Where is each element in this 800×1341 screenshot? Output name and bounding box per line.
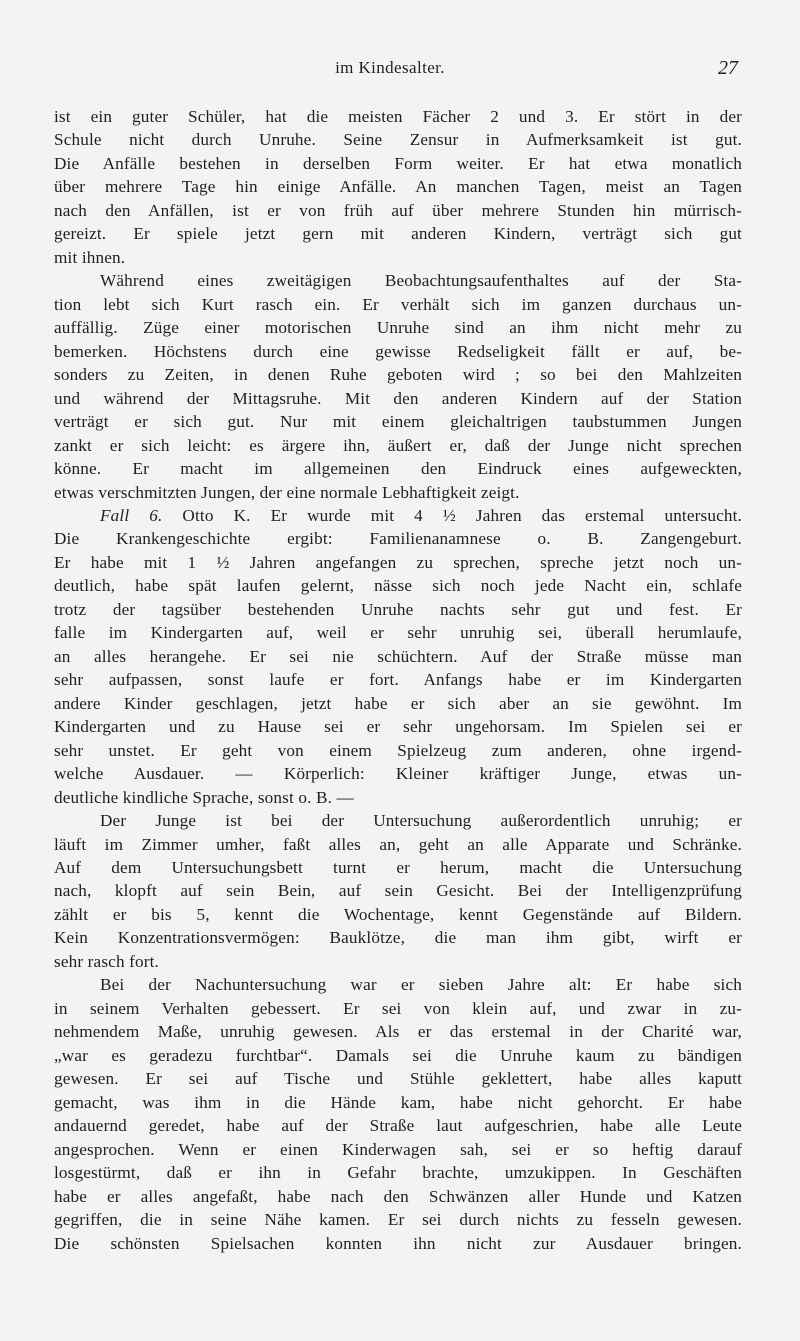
text-line — [54, 621, 742, 644]
running-title: im Kindesalter. — [335, 58, 445, 77]
text-line-content: bemerken. Höchstens durch eine gewisse Redseligkeit fällt er auf, be- — [54, 341, 742, 361]
text-line — [54, 387, 742, 410]
text-line-content: Die Anfälle bestehen in derselben Form weiter. Er hat etwa monatlich — [54, 153, 742, 173]
text-line-content: andere Kinder geschlagen, jetzt habe er sich aber an sie gewöhnt. Im — [54, 693, 742, 713]
text-line-content: tion lebt sich Kurt rasch ein. Er verhält sich im ganzen durchaus un- — [54, 294, 742, 314]
text-line — [54, 1044, 742, 1067]
text-line — [54, 598, 742, 621]
text-line-content: sehr unstet. Er geht von einem Spielzeug zum anderen, ohne irgend- — [54, 740, 742, 760]
text-line-content: nehmendem Maße, unruhig gewesen. Als er das erstemal in der Charité war, — [54, 1022, 742, 1042]
text-line-content: habe er alles angefaßt, habe nach den Schwänzen aller Hunde und Katzen — [54, 1186, 742, 1206]
text-line — [54, 434, 742, 457]
text-line-content: Bei der Nachuntersuchung war er sieben Jahre alt: Er habe sich — [100, 975, 742, 995]
running-head — [0, 58, 800, 84]
text-line-content: zählt er bis 5, kennt die Wochentage, kennt Gegenstände auf Bildern. — [54, 904, 742, 924]
text-line-content: auffällig. Züge einer motorischen Unruhe sind an ihm nicht mehr zu — [54, 318, 742, 338]
text-line — [54, 739, 742, 762]
text-line — [54, 246, 742, 269]
text-line-content: losgestürmt, daß er ihn in Gefahr brachte, umzukippen. In Geschäften — [54, 1163, 742, 1183]
text-line-content: Er habe mit 1 ½ Jahren angefangen zu sprechen, spreche jetzt noch un- — [54, 552, 742, 572]
text-line — [54, 504, 742, 527]
text-line-content: nach, klopft auf sein Bein, auf sein Gesicht. Bei der Intelligenzprüfung — [54, 881, 742, 901]
text-line-content: etwas verschmitzten Jungen, der eine normale Lebhaftigkeit zeigt. — [54, 482, 520, 502]
text-line-content: sehr aufpassen, sonst laufe er fort. Anfangs habe er im Kindergarten — [54, 670, 742, 690]
text-line — [54, 152, 742, 175]
text-line-content: Während eines zweitägigen Beobachtungsaufenthaltes auf der Sta- — [100, 271, 742, 291]
text-line-content: Kindergarten und zu Hause sei er sehr ungehorsam. Im Spielen sei er — [54, 717, 742, 737]
text-line — [54, 1067, 742, 1090]
text-line — [54, 457, 742, 480]
text-line-content: Schule nicht durch Unruhe. Seine Zensur in Aufmerksamkeit ist gut. — [54, 130, 742, 150]
text-line — [54, 1161, 742, 1184]
case-label: Fall 6. — [100, 505, 163, 525]
text-line-content: Auf dem Untersuchungsbett turnt er herum, macht die Untersuchung — [54, 858, 742, 877]
text-line-content: zankt er sich leicht: es ärgere ihn, äußert er, daß der Junge nicht sprechen — [54, 435, 742, 455]
text-line — [54, 692, 742, 715]
text-line-content: welche Ausdauer. — Körperlich: Kleiner kräftiger Junge, etwas un- — [54, 764, 742, 784]
text-line — [54, 1185, 742, 1208]
text-line-content: andauernd geredet, habe auf der Straße laut aufgeschrien, habe alle Leute — [54, 1116, 742, 1136]
text-line-content: nach den Anfällen, ist er von früh auf über mehrere Stunden hin mürrisch- — [54, 200, 742, 220]
page-number: 27 — [718, 57, 738, 79]
text-line — [54, 1020, 742, 1043]
text-line-content: Der Junge ist bei der Untersuchung außerordentlich unruhig; er — [100, 811, 742, 831]
text-line-content: ist ein guter Schüler, hat die meisten Fächer 2 und 3. Er stört in der — [54, 107, 742, 126]
text-line — [54, 809, 742, 832]
text-line — [54, 1232, 742, 1255]
text-line — [54, 199, 742, 222]
body-text — [54, 105, 742, 1255]
text-line-content: an alles herangehe. Er sei nie schüchtern. Auf der Straße müsse man — [54, 646, 742, 666]
text-line — [54, 1208, 742, 1231]
text-line-content: trotz der tagsüber bestehenden Unruhe nachts sehr gut und fest. Er — [54, 599, 742, 619]
text-line-content: sonders zu Zeiten, in denen Ruhe geboten wird ; so bei den Mahlzeiten — [54, 365, 742, 385]
text-line — [54, 715, 742, 738]
text-line — [54, 269, 742, 292]
text-line-content: und während der Mittagsruhe. Mit den anderen Kindern auf der Station — [54, 388, 742, 408]
text-line-content: deutlich, habe spät laufen gelernt, nässe sich noch jede Nacht ein, schlafe — [54, 576, 742, 596]
text-line-content: Die schönsten Spielsachen konnten ihn nicht zur Ausdauer bringen. — [54, 1233, 742, 1253]
text-line — [54, 222, 742, 245]
text-line — [54, 105, 742, 128]
text-line — [54, 410, 742, 433]
text-line-content: in seinem Verhalten gebessert. Er sei von klein auf, und zwar in zu- — [54, 998, 742, 1018]
text-line-content: gemacht, was ihm in die Hände kam, habe nicht gehorcht. Er habe — [54, 1092, 742, 1112]
text-line — [54, 527, 742, 550]
text-line — [54, 668, 742, 691]
text-line — [54, 340, 742, 363]
text-line — [54, 316, 742, 339]
text-line — [54, 1091, 742, 1114]
text-line-content: sehr rasch fort. — [54, 951, 160, 971]
text-line-content: Otto K. Er wurde mit 4 ½ Jahren das erstemal untersucht. — [162, 505, 742, 525]
text-line — [54, 903, 742, 926]
text-line — [54, 1114, 742, 1137]
text-line — [54, 1138, 742, 1161]
text-line — [54, 645, 742, 668]
text-line — [54, 879, 742, 902]
text-line-content: gegriffen, die in seine Nähe kamen. Er sei durch nichts zu fesseln gewesen. — [54, 1210, 742, 1230]
text-line — [54, 997, 742, 1020]
text-line-content: läuft im Zimmer umher, faßt alles an, geht an alle Apparate und Schränke. — [54, 834, 742, 854]
text-line-content: falle im Kindergarten auf, weil er sehr unruhig sei, überall herumlaufe, — [54, 623, 742, 643]
text-line-content: mit ihnen. — [54, 247, 126, 267]
text-line-content: über mehrere Tage hin einige Anfälle. An manchen Tagen, meist an Tagen — [54, 177, 742, 197]
text-line — [54, 786, 742, 809]
text-line-content: Kein Konzentrationsvermögen: Bauklötze, die man ihm gibt, wirft er — [54, 928, 742, 948]
text-line-content: gewesen. Er sei auf Tische und Stühle geklettert, habe alles kaputt — [54, 1069, 742, 1089]
text-line-content: „war es geradezu furchtbar“. Damals sei die Unruhe kaum zu bändigen — [54, 1045, 742, 1065]
text-line-content: deutliche kindliche Sprache, sonst o. B. — — [54, 787, 354, 807]
text-line — [54, 481, 742, 504]
text-line — [54, 856, 742, 879]
text-line-content: könne. Er macht im allgemeinen den Eindruck eines aufgeweckten, — [54, 459, 742, 479]
text-line-content: gereizt. Er spiele jetzt gern mit anderen Kindern, verträgt sich gut — [54, 224, 742, 244]
text-line — [54, 175, 742, 198]
text-line — [54, 551, 742, 574]
text-line — [54, 762, 742, 785]
text-line-content: Die Krankengeschichte ergibt: Familienanamnese o. B. Zangengeburt. — [54, 529, 742, 549]
text-line — [54, 833, 742, 856]
text-line — [54, 950, 742, 973]
text-line — [54, 293, 742, 316]
text-line — [54, 574, 742, 597]
text-line-content: verträgt er sich gut. Nur mit einem gleichaltrigen taubstummen Jungen — [54, 412, 742, 432]
text-line — [54, 363, 742, 386]
text-line-content: angesprochen. Wenn er einen Kinderwagen sah, sei er so heftig darauf — [54, 1139, 742, 1159]
text-line — [54, 128, 742, 151]
text-line — [54, 973, 742, 996]
text-line — [54, 926, 742, 949]
